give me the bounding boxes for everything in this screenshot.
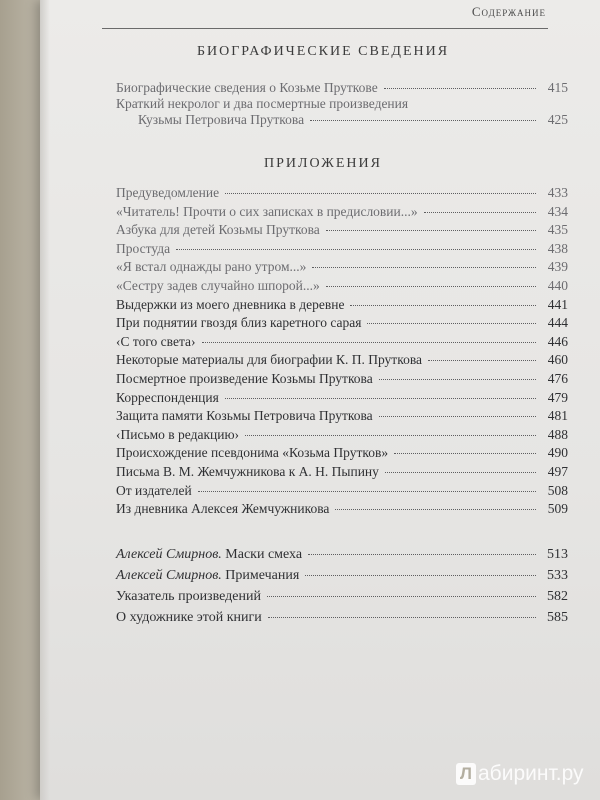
leader-dots — [225, 398, 536, 399]
running-head — [102, 0, 548, 29]
toc-entry-page: 585 — [547, 610, 568, 625]
toc-entry-page: 435 — [547, 222, 568, 238]
toc-entry-page: 433 — [547, 185, 568, 200]
toc-entry-label: «Читатель! Прочти о сих записках в предисловии...» — [116, 203, 418, 219]
leader-dots — [335, 509, 536, 510]
toc-entry[interactable] — [116, 586, 568, 607]
toc-appendices — [116, 184, 568, 519]
leader-dots — [267, 596, 536, 597]
leader-dots — [312, 267, 536, 268]
toc-entry-page: 439 — [547, 259, 568, 275]
toc-entry-label: Письма В. М. Жемчужникова к А. Н. Пыпину — [116, 463, 379, 479]
toc-entry-label: Краткий некролог и два посмертные произведения — [116, 96, 409, 111]
leader-dots — [350, 305, 536, 306]
toc-entry-label: Выдержки из моего дневника в деревне — [116, 296, 345, 312]
toc-entry-label: Корреспонденция — [116, 389, 219, 405]
toc-entry-label: Кузьмы Петровича Пруткова — [138, 112, 305, 127]
toc-entry[interactable] — [116, 565, 568, 586]
toc-entry-page: 415 — [547, 80, 568, 95]
toc-entry-author: Алексей Смирнов. — [116, 568, 222, 583]
toc-entry[interactable] — [116, 240, 568, 259]
toc-closing — [116, 544, 568, 628]
toc-entry-page: 488 — [547, 426, 568, 442]
toc-entry-label: ‹Письмо в редакцию› — [116, 426, 240, 442]
toc-entry-label: Предуведомление — [116, 185, 220, 200]
toc-entry-title: Указатель произведений — [116, 589, 261, 604]
toc-entry-page: 509 — [547, 501, 568, 517]
leader-dots — [379, 379, 536, 380]
toc-entry[interactable] — [116, 333, 568, 352]
toc-entry-author: Алексей Смирнов. — [116, 547, 222, 562]
toc-entry-label: Биографические сведения о Козьме Пруткове — [116, 80, 378, 95]
leader-dots — [394, 453, 536, 454]
labirint-logo-icon: Л — [456, 763, 476, 785]
toc-entry-page: 508 — [547, 482, 568, 498]
toc-entry[interactable] — [116, 444, 568, 463]
toc-entry[interactable] — [116, 258, 568, 277]
section-title-appendices: ПРИЛОЖЕНИЯ — [264, 156, 382, 171]
toc-entry-page: 434 — [547, 203, 568, 219]
toc-entry-page: 481 — [547, 408, 568, 424]
toc-entry-page: 440 — [547, 277, 568, 293]
toc-entry-page: 438 — [547, 240, 568, 256]
toc-entry-label: От издателей — [116, 482, 192, 498]
toc-entry[interactable] — [116, 314, 568, 333]
toc-entry-label: Азбука для детей Козьмы Пруткова — [116, 222, 320, 238]
leader-dots — [424, 212, 536, 213]
leader-dots — [379, 416, 536, 417]
leader-dots — [308, 554, 536, 555]
toc-entry-page: 425 — [547, 112, 568, 127]
toc-entry-title: Маски смеха — [221, 547, 303, 562]
toc-entry[interactable] — [116, 407, 568, 426]
toc-entry-title: О художнике этой книги — [116, 610, 262, 625]
leader-dots — [198, 491, 536, 492]
toc-entry[interactable] — [116, 96, 568, 112]
toc-entry[interactable] — [116, 351, 568, 370]
toc-entry[interactable] — [116, 607, 568, 628]
toc-entry[interactable] — [116, 296, 568, 315]
toc-entry-page: 533 — [547, 568, 568, 583]
running-head-title: Содержание — [471, 4, 546, 19]
toc-entry-label — [116, 565, 299, 586]
toc-entry-page: 513 — [547, 547, 568, 562]
toc-biographical — [116, 80, 568, 128]
toc-entry[interactable] — [116, 544, 568, 565]
leader-dots — [202, 342, 536, 343]
page-spine-shadow — [40, 0, 50, 800]
toc-entry[interactable] — [116, 370, 568, 389]
labirint-watermark — [456, 762, 584, 786]
toc-entry-page: 460 — [547, 352, 568, 368]
toc-entry[interactable] — [116, 112, 568, 128]
toc-entry-label — [116, 544, 302, 565]
toc-entry[interactable] — [116, 277, 568, 296]
leader-dots — [176, 249, 536, 250]
section-title-biographical: БИОГРАФИЧЕСКИЕ СВЕДЕНИЯ — [196, 44, 450, 59]
toc-entry-page: 476 — [547, 370, 568, 386]
toc-entry-label: Некоторые материалы для биографии К. П. Пруткова — [116, 352, 423, 368]
watermark-text: абиринт.ру — [478, 762, 584, 785]
toc-entry-label: Посмертное произведение Козьмы Пруткова — [116, 370, 373, 386]
toc-entry-page: 479 — [547, 389, 568, 405]
toc-entry-page: 446 — [547, 333, 568, 349]
leader-dots — [310, 120, 536, 121]
toc-entry-label: Защита памяти Козьмы Петровича Пруткова — [116, 408, 373, 424]
toc-entry-page: 441 — [547, 296, 568, 312]
toc-entry-label: ‹С того света› — [116, 333, 196, 349]
toc-entry-label: «Сестру задев случайно шпорой...» — [116, 277, 320, 293]
toc-entry-page: 582 — [547, 589, 568, 604]
leader-dots — [428, 360, 536, 361]
background-surface — [0, 0, 40, 800]
leader-dots — [326, 230, 536, 231]
toc-entry-page: 444 — [547, 315, 568, 331]
leader-dots — [326, 286, 536, 287]
toc-entry-page: 497 — [547, 463, 568, 479]
toc-entry[interactable] — [116, 500, 568, 519]
leader-dots — [384, 88, 536, 89]
leader-dots — [385, 472, 536, 473]
toc-entry-label — [116, 607, 262, 628]
toc-entry-label: Простуда — [116, 240, 171, 256]
toc-entry-label: Происхождение псевдонима «Козьма Прутков» — [116, 445, 389, 461]
leader-dots — [367, 323, 536, 324]
toc-entry[interactable] — [116, 463, 568, 482]
toc-entry[interactable] — [116, 184, 568, 203]
toc-entry[interactable] — [116, 426, 568, 445]
leader-dots — [305, 575, 536, 576]
toc-entry[interactable] — [116, 389, 568, 408]
toc-entry[interactable] — [116, 482, 568, 501]
toc-entry[interactable] — [116, 80, 568, 96]
leader-dots — [245, 435, 536, 436]
toc-entry[interactable] — [116, 203, 568, 222]
toc-entry-page: 490 — [547, 445, 568, 461]
toc-entry-title: Примечания — [221, 568, 300, 583]
leader-dots — [225, 193, 536, 194]
toc-entry-label: При поднятии гвоздя близ каретного сарая — [116, 315, 362, 331]
toc-entry-label: «Я встал однажды рано утром...» — [116, 259, 307, 275]
leader-dots — [268, 617, 536, 618]
toc-entry[interactable] — [116, 221, 568, 240]
toc-entry-label: Из дневника Алексея Жемчужникова — [116, 501, 330, 517]
book-page — [40, 0, 600, 800]
toc-entry-label — [116, 586, 261, 607]
